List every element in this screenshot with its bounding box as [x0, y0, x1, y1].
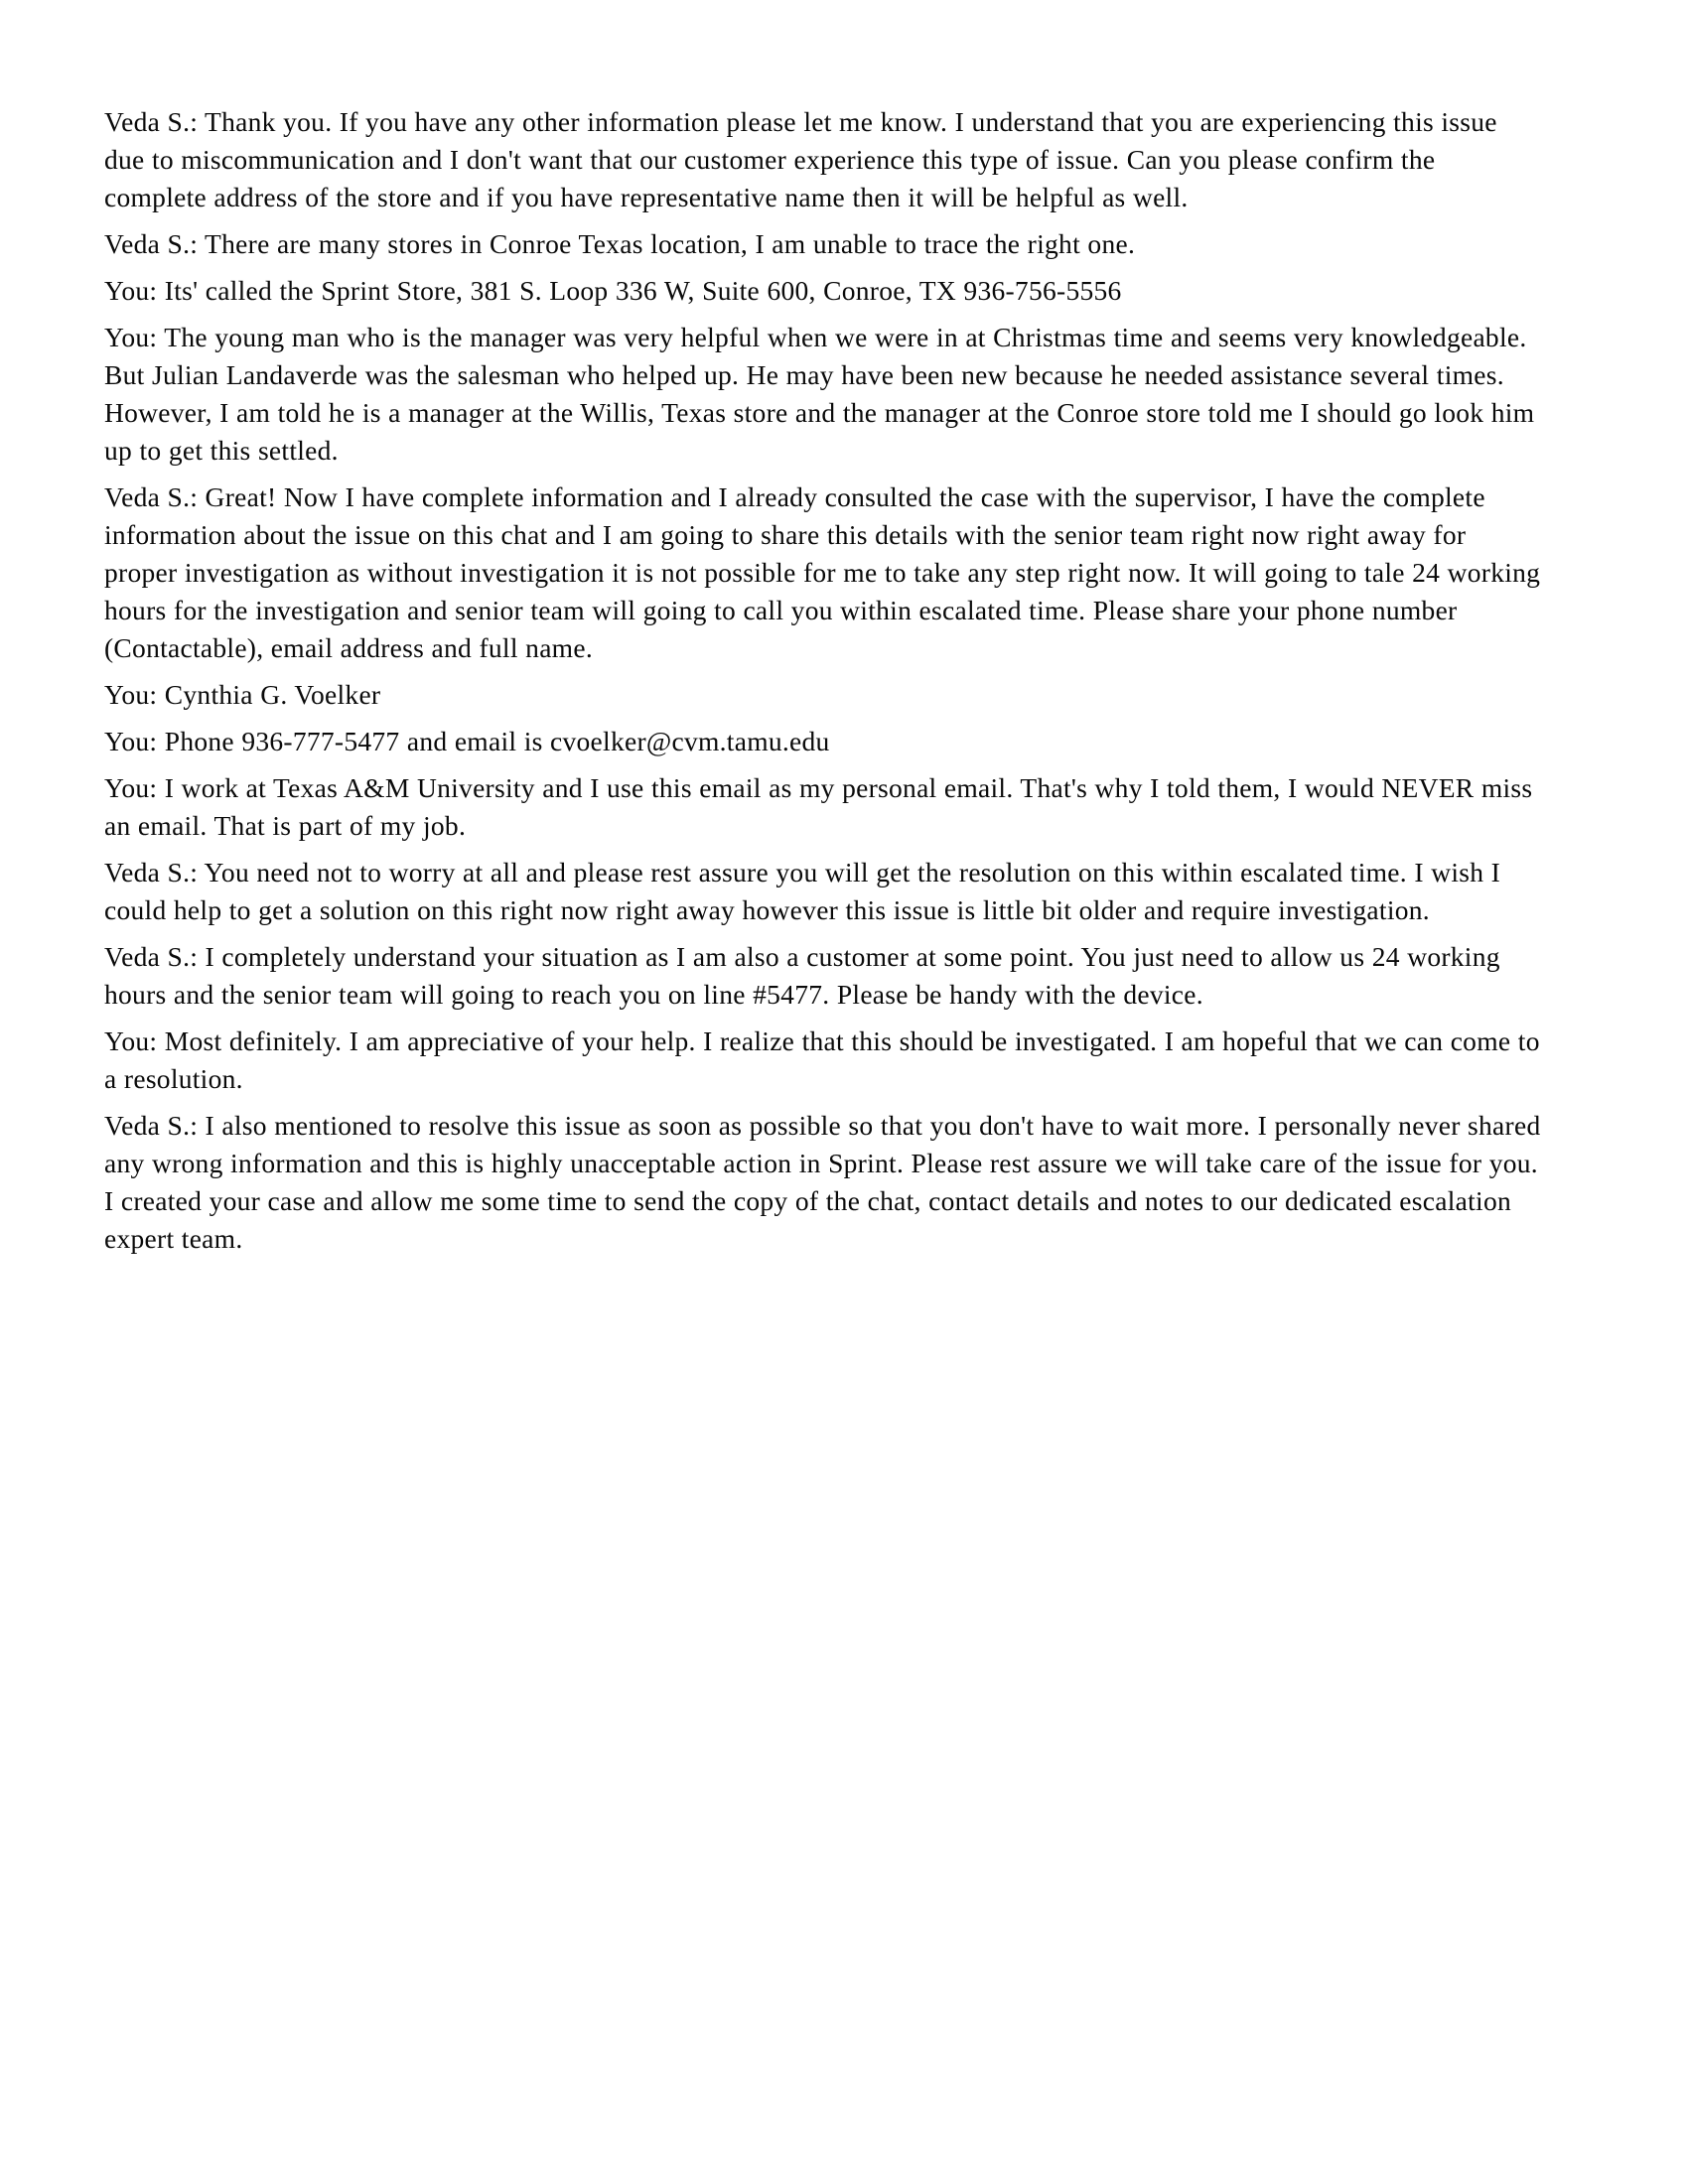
chat-transcript-body	[104, 103, 1542, 1258]
chat-message-paragraph: Veda S.: I completely understand your situation as I am also a customer at some point. You just need to allow us 24 working hours and the senior team will going to reach you on line #5477. Please be handy with the device.	[104, 941, 1500, 1010]
chat-message-paragraph: You: Most definitely. I am appreciative of your help. I realize that this should be investigated. I am hopeful that we can come to a resolution.	[104, 1025, 1540, 1094]
chat-message-paragraph: You: Phone 936-777-5477 and email is cvoelker@cvm.tamu.edu	[104, 726, 830, 756]
chat-message-paragraph: You: The young man who is the manager was very helpful when we were in at Christmas time and seems very knowledgeable. But Julian Landaverde was the salesman who helped up. He may have been new because he needed assistance several times. However, I am told he is a manager at the Willis, Texas store and the manager at the Conroe store told me I should go look him up to get this settled.	[104, 322, 1535, 466]
chat-message-paragraph: You: Cynthia G. Voelker	[104, 679, 381, 710]
chat-message-paragraph: Veda S.: Thank you. If you have any other information please let me know. I understand that you are experiencing this issue due to miscommunication and I don't want that our customer experience this type of issue. Can you please confirm the complete address of the store and if you have representative name then it will be helpful as well.	[104, 106, 1497, 212]
chat-message-paragraph: Veda S.: You need not to worry at all and please rest assure you will get the resolution on this within escalated time. I wish I could help to get a solution on this right now right away however this issue is little bit older and require investigation.	[104, 857, 1501, 925]
chat-message-paragraph: You: I work at Texas A&M University and I use this email as my personal email. That's why I told them, I would NEVER miss an email. That is part of my job.	[104, 772, 1533, 841]
chat-message-paragraph: Veda S.: I also mentioned to resolve this issue as soon as possible so that you don't have to wait more. I personally never shared any wrong information and this is highly unacceptable action in Sprint. Please rest assure we will take care of the issue for you. I created your case and allow me some time to send the copy of the chat, contact details and notes to our dedicated escalation expert team.	[104, 1110, 1541, 1254]
chat-message-paragraph: You: Its' called the Sprint Store, 381 S. Loop 336 W, Suite 600, Conroe, TX 936-756-5556	[104, 275, 1122, 306]
chat-message-paragraph: Veda S.: There are many stores in Conroe Texas location, I am unable to trace the right one.	[104, 228, 1136, 259]
chat-message-paragraph: Veda S.: Great! Now I have complete information and I already consulted the case with the supervisor, I have the complete information about the issue on this chat and I am going to share this details with the senior team right now right away for proper investigation as without investigation it is not possible for me to take any step right now. It will going to tale 24 working hours for the investigation and senior team will going to call you within escalated time. Please share your phone number (Contactable), email address and full name.	[104, 481, 1541, 663]
